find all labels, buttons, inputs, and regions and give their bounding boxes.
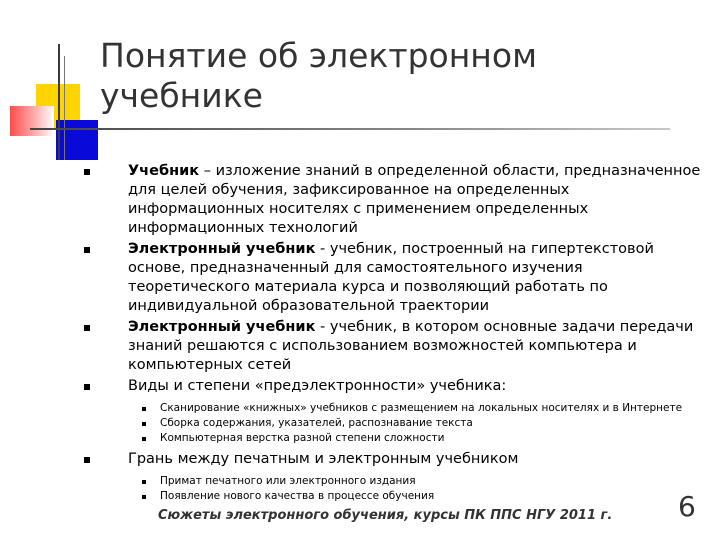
bullet-list: [84, 162, 704, 504]
list-item: [84, 377, 704, 446]
slide-footer: Сюжеты электронного обучения, курсы ПК ППС НГУ 2011 г.: [158, 508, 613, 523]
list-item: [84, 318, 704, 375]
sub-list: [128, 401, 704, 446]
square-bullet-icon: [84, 169, 90, 175]
bullet-text: Виды и степени «предэлектронности» учебника:: [128, 378, 507, 394]
definition: – изложение знаний в определенной области, предназначенное для целей обучения, зафиксированное на определенных информационных носителях с применением определенных информационных технологий: [128, 163, 701, 236]
sub-list-item: [128, 416, 704, 431]
square-bullet-icon: [84, 457, 90, 463]
square-bullet-icon: [84, 384, 90, 390]
small-square-bullet-icon: [142, 407, 146, 411]
slide-title: Понятие об электронном учебнике: [100, 36, 537, 115]
page-number: 6: [678, 490, 696, 523]
sub-item-text: Появление нового качества в процессе обучения: [160, 490, 435, 502]
title-underline: [30, 128, 670, 130]
sub-item-text: Примат печатного или электронного издания: [160, 475, 416, 487]
bullet-text: Грань между печатным и электронным учебником: [128, 451, 519, 467]
square-bullet-icon: [84, 325, 90, 331]
definition: - учебник, построенный на гипертекстовой основе, предназначенный для самостоятельного изучения теоретического материала курса и позволяющий работать по индивидуальной образовательной траектории: [128, 241, 654, 314]
list-item: [84, 450, 704, 504]
sub-list-item: [128, 474, 704, 489]
decor-vertical-line-2: [64, 56, 65, 160]
sub-list: [128, 474, 704, 504]
term: Учебник: [128, 163, 200, 179]
square-bullet-icon: [84, 247, 90, 253]
list-item: [84, 162, 704, 238]
list-item: [84, 240, 704, 316]
sub-list-item: [128, 431, 704, 446]
sub-list-item: [128, 489, 704, 504]
sub-item-text: Компьютерная верстка разной степени сложности: [160, 432, 445, 444]
decor-vertical-line: [58, 44, 60, 160]
decor-blue-square: [56, 120, 98, 160]
decor-red-bar: [10, 106, 54, 136]
small-square-bullet-icon: [142, 480, 146, 484]
small-square-bullet-icon: [142, 495, 146, 499]
definition: - учебник, в котором основные задачи передачи знаний решаются с использованием возможностей компьютера и компьютерных сетей: [128, 319, 694, 373]
sub-item-text: Сборка содержания, указателей, распознавание текста: [160, 417, 473, 429]
sub-item-text: Сканирование «книжных» учебников с размещением на локальных носителях и в Интернете: [160, 402, 683, 414]
term: Электронный учебник: [128, 319, 316, 335]
small-square-bullet-icon: [142, 422, 146, 426]
sub-list-item: [128, 401, 704, 416]
term: Электронный учебник: [128, 241, 316, 257]
small-square-bullet-icon: [142, 437, 146, 441]
slide-content: [84, 162, 704, 508]
